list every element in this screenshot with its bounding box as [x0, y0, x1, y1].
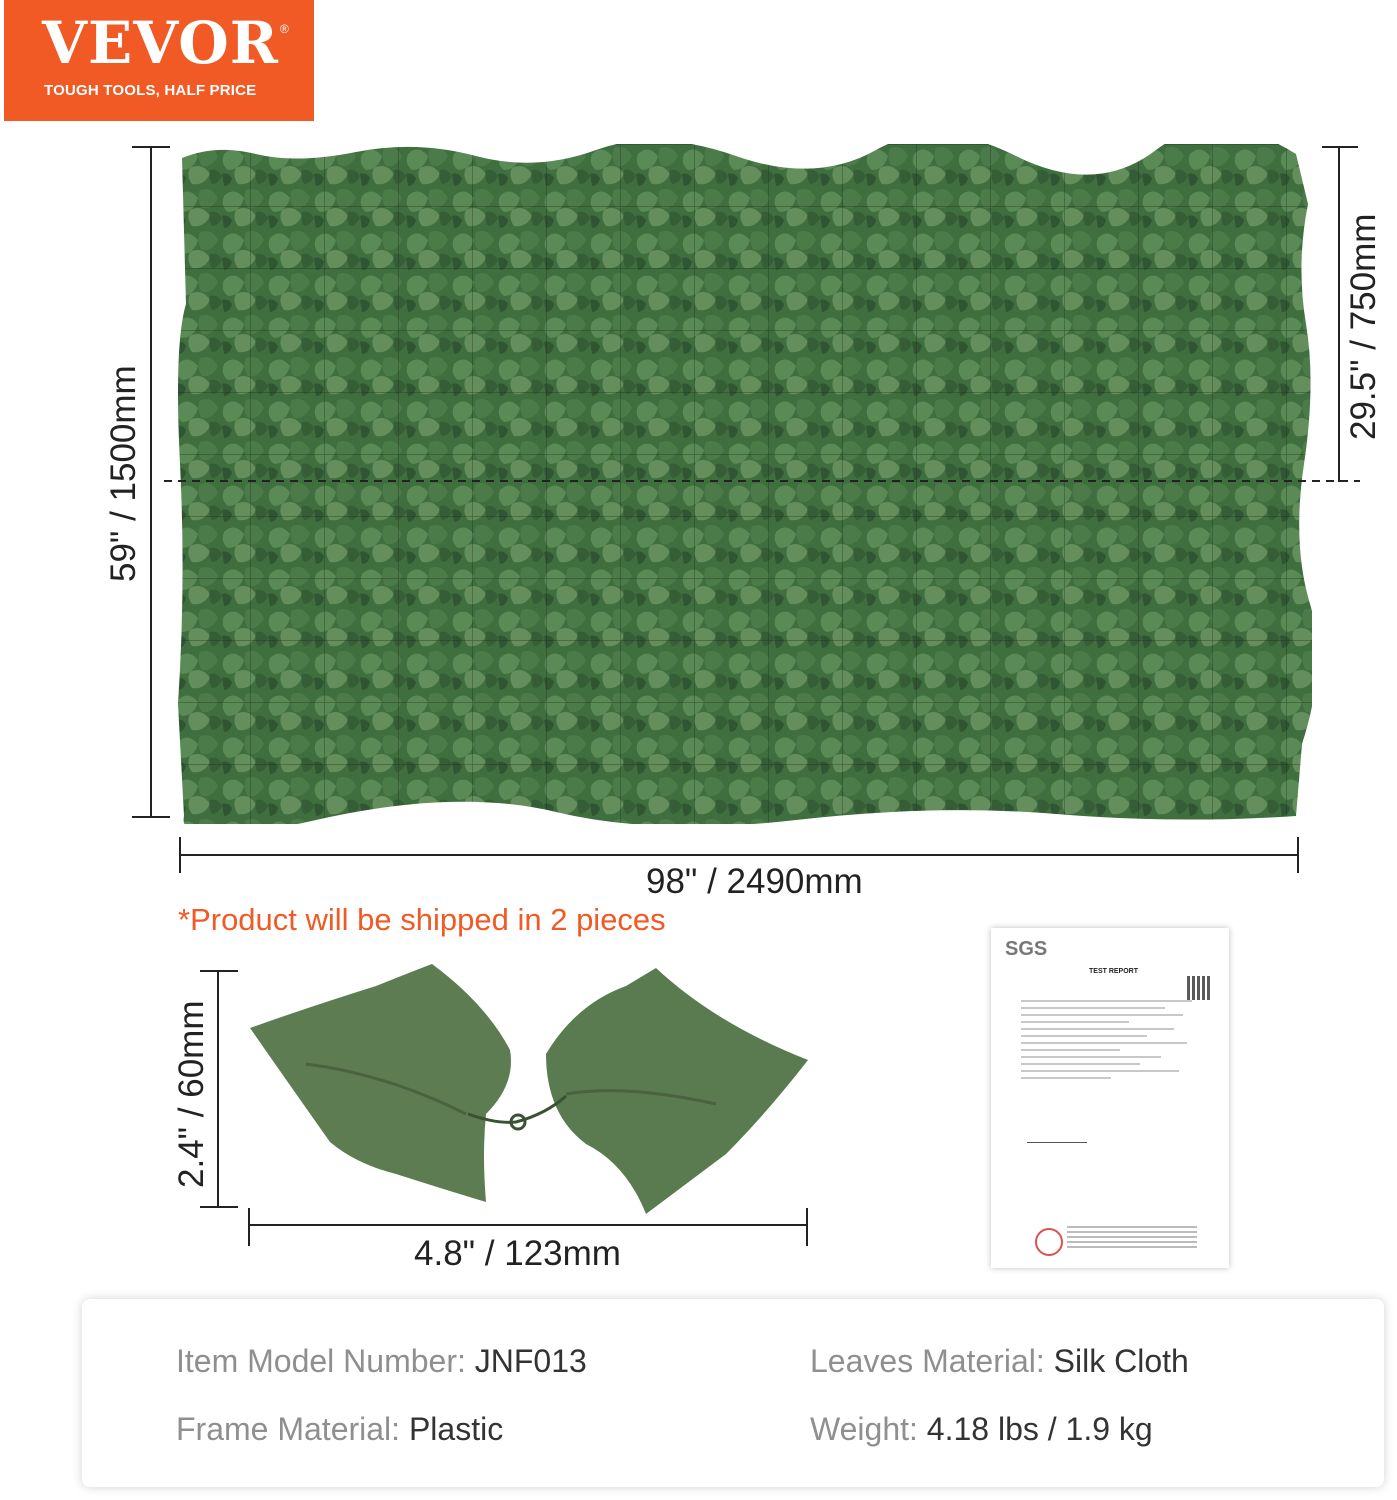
spec-value: 4.18 lbs / 1.9 kg: [926, 1411, 1153, 1447]
sgs-logo: SGS: [1005, 938, 1048, 960]
certificate-title: TEST REPORT: [1089, 968, 1139, 975]
leaf-width-tick-left: [248, 1208, 250, 1246]
width-dimension-tick-right: [1297, 837, 1299, 873]
half-height-dimension-label: 29.5" / 750mm: [1344, 213, 1383, 440]
spec-leaves-material: [810, 1343, 1189, 1380]
split-dashed-line: [164, 479, 1360, 483]
shipping-note: *Product will be shipped in 2 pieces: [178, 902, 666, 937]
logo-brand: VEVOR: [42, 9, 279, 77]
spec-weight: [810, 1411, 1153, 1448]
leaf-height-dimension-line: [217, 970, 219, 1208]
half-height-dimension-tick-top: [1322, 146, 1358, 148]
spec-frame-material: [176, 1411, 503, 1448]
leaf-width-tick-right: [806, 1208, 808, 1246]
spec-label: Leaves Material:: [810, 1343, 1054, 1379]
leaf-pair-image: [246, 964, 814, 1220]
seal-icon: [1035, 1228, 1063, 1256]
leaf-height-dimension-label: 2.4" / 60mm: [172, 1000, 211, 1188]
spec-value: JNF013: [474, 1343, 587, 1379]
qr-code-icon: [1187, 976, 1211, 1000]
leaf-height-tick-bottom: [200, 1206, 238, 1208]
sgs-test-report-certificate: [991, 928, 1229, 1268]
height-dimension-label: 59" / 1500mm: [104, 365, 143, 582]
height-dimension-tick-bottom: [132, 816, 170, 818]
height-dimension-line: [150, 146, 152, 818]
spec-value: Silk Cloth: [1053, 1343, 1189, 1379]
logo-registered-mark: ®: [280, 22, 289, 36]
leaf-width-dimension-line: [248, 1224, 808, 1226]
leaf-width-dimension-label: 4.8" / 123mm: [414, 1234, 621, 1273]
vevor-logo: [4, 0, 314, 121]
half-height-dimension-line: [1338, 146, 1340, 482]
spec-label: Weight:: [810, 1411, 927, 1447]
signature-icon: [1027, 1128, 1087, 1143]
certificate-text-block: [1021, 1000, 1201, 1084]
width-dimension-tick-left: [179, 837, 181, 873]
leaf-height-tick-top: [200, 970, 238, 972]
spec-value: Plastic: [408, 1411, 504, 1447]
logo-tagline: TOUGH TOOLS, HALF PRICE: [44, 82, 257, 99]
spec-model-number: [176, 1343, 587, 1380]
spec-label: Item Model Number:: [176, 1343, 475, 1379]
specs-card: [82, 1299, 1384, 1487]
spec-label: Frame Material:: [176, 1411, 409, 1447]
width-dimension-label: 98" / 2490mm: [646, 862, 863, 901]
width-dimension-line: [179, 854, 1299, 856]
artificial-ivy-fence-panel: [176, 144, 1312, 824]
height-dimension-tick-top: [132, 146, 170, 148]
footer-text-block: [1067, 1226, 1197, 1248]
